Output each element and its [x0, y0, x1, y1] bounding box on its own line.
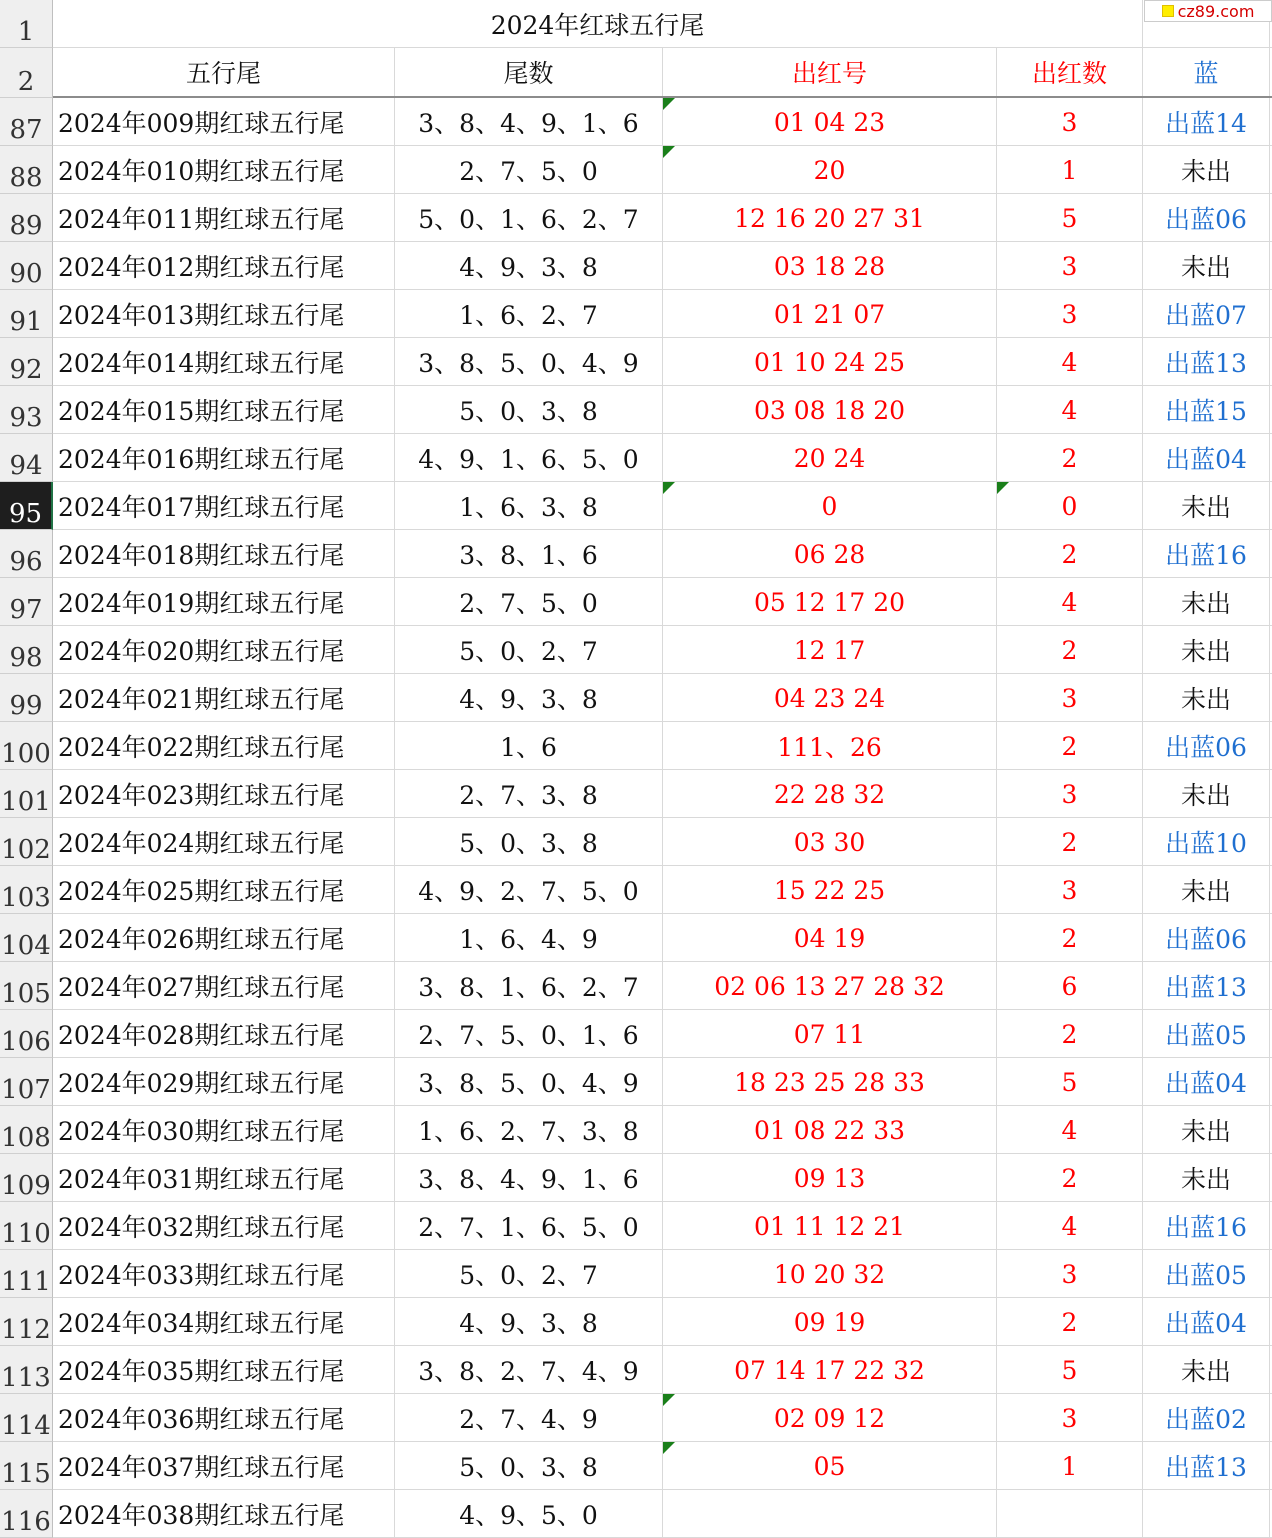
- cell-red-numbers[interactable]: 20: [663, 146, 997, 194]
- row-header[interactable]: 103: [0, 866, 53, 914]
- cell-blue-ball[interactable]: 出蓝10: [1143, 818, 1270, 866]
- cell-tail-digits[interactable]: 4、9、3、8: [395, 1298, 663, 1346]
- table-row: [0, 1490, 1272, 1538]
- row-header[interactable]: 114: [0, 1394, 53, 1442]
- table-row: [0, 674, 1272, 722]
- cell-tail-digits[interactable]: 2、7、3、8: [395, 770, 663, 818]
- cell-red-numbers[interactable]: 01 04 23: [663, 98, 997, 146]
- header-col-e[interactable]: 蓝: [1143, 48, 1270, 96]
- cell-issue-label[interactable]: 2024年022期红球五行尾: [53, 722, 395, 770]
- cell-red-numbers[interactable]: 04 23 24: [663, 674, 997, 722]
- cell-red-count[interactable]: 2: [997, 530, 1143, 578]
- cell-red-numbers[interactable]: 111、26: [663, 722, 997, 770]
- cell-red-count[interactable]: 4: [997, 1106, 1143, 1154]
- sheet-title[interactable]: 2024年红球五行尾: [53, 0, 1143, 48]
- cell-red-count[interactable]: 5: [997, 1346, 1143, 1394]
- row-header[interactable]: 90: [0, 242, 53, 290]
- cell-blue-ball[interactable]: 未出: [1143, 1106, 1270, 1154]
- cell-blue-ball[interactable]: 出蓝14: [1143, 98, 1270, 146]
- table-row: [0, 1250, 1272, 1298]
- cell-red-count[interactable]: 3: [997, 770, 1143, 818]
- row-header[interactable]: 88: [0, 146, 53, 194]
- table-row: [0, 578, 1272, 626]
- cell-red-numbers[interactable]: 07 11: [663, 1010, 997, 1058]
- cell-tail-digits[interactable]: 5、0、3、8: [395, 818, 663, 866]
- cell-red-numbers[interactable]: 03 30: [663, 818, 997, 866]
- cell-red-count[interactable]: 4: [997, 338, 1143, 386]
- table-row: [0, 386, 1272, 434]
- header-col-b[interactable]: 尾数: [395, 48, 663, 96]
- cell-blue-ball[interactable]: [1143, 1490, 1270, 1538]
- table-row: [0, 1346, 1272, 1394]
- cell-red-numbers[interactable]: 06 28: [663, 530, 997, 578]
- cell-red-count[interactable]: 3: [997, 242, 1143, 290]
- cell-red-count[interactable]: 3: [997, 98, 1143, 146]
- row-header[interactable]: 105: [0, 962, 53, 1010]
- cell-issue-label[interactable]: 2024年034期红球五行尾: [53, 1298, 395, 1346]
- cell-tail-digits[interactable]: 2、7、4、9: [395, 1394, 663, 1442]
- cell-tail-digits[interactable]: 1、6、2、7、3、8: [395, 1106, 663, 1154]
- table-row: [0, 146, 1272, 194]
- cell-issue-label[interactable]: 2024年021期红球五行尾: [53, 674, 395, 722]
- row-header[interactable]: 89: [0, 194, 53, 242]
- cell-issue-label[interactable]: 2024年027期红球五行尾: [53, 962, 395, 1010]
- cell-issue-label[interactable]: 2024年023期红球五行尾: [53, 770, 395, 818]
- cell-issue-label[interactable]: 2024年017期红球五行尾: [53, 482, 395, 530]
- cell-blue-ball[interactable]: 出蓝16: [1143, 1202, 1270, 1250]
- cell-red-numbers[interactable]: 04 19: [663, 914, 997, 962]
- row-header[interactable]: 100: [0, 722, 53, 770]
- cell-issue-label[interactable]: 2024年032期红球五行尾: [53, 1202, 395, 1250]
- logo-square-icon: [1162, 5, 1174, 17]
- site-logo: [1144, 0, 1272, 22]
- row-header[interactable]: 104: [0, 914, 53, 962]
- cell-blue-ball[interactable]: 未出: [1143, 770, 1270, 818]
- cell-red-count[interactable]: 2: [997, 1010, 1143, 1058]
- row-header[interactable]: 112: [0, 1298, 53, 1346]
- cell-red-numbers[interactable]: 18 23 25 28 33: [663, 1058, 997, 1106]
- cell-tail-digits[interactable]: 2、7、5、0: [395, 578, 663, 626]
- cell-tail-digits[interactable]: 5、0、3、8: [395, 1442, 663, 1490]
- row-header[interactable]: 97: [0, 578, 53, 626]
- cell-red-numbers[interactable]: 20 24: [663, 434, 997, 482]
- table-row: [0, 530, 1272, 578]
- row-header[interactable]: 110: [0, 1202, 53, 1250]
- cell-blue-ball[interactable]: 出蓝02: [1143, 1394, 1270, 1442]
- table-row: [0, 818, 1272, 866]
- cell-blue-ball[interactable]: 未出: [1143, 578, 1270, 626]
- table-row: [0, 290, 1272, 338]
- header-col-d[interactable]: 出红数: [997, 48, 1143, 96]
- row-header[interactable]: 106: [0, 1010, 53, 1058]
- row-header[interactable]: 115: [0, 1442, 53, 1490]
- cell-red-numbers[interactable]: 05 12 17 20: [663, 578, 997, 626]
- cell-red-count[interactable]: 2: [997, 434, 1143, 482]
- cell-tail-digits[interactable]: 4、9、2、7、5、0: [395, 866, 663, 914]
- table-row: [0, 194, 1272, 242]
- table-row: [0, 98, 1272, 146]
- table-row: [0, 914, 1272, 962]
- cell-issue-label[interactable]: 2024年033期红球五行尾: [53, 1250, 395, 1298]
- cell-issue-label[interactable]: 2024年025期红球五行尾: [53, 866, 395, 914]
- cell-red-count[interactable]: 3: [997, 1250, 1143, 1298]
- cell-red-count[interactable]: 3: [997, 866, 1143, 914]
- table-row: [0, 866, 1272, 914]
- cell-red-numbers[interactable]: 03 18 28: [663, 242, 997, 290]
- cell-issue-label[interactable]: 2024年024期红球五行尾: [53, 818, 395, 866]
- cell-red-numbers[interactable]: 12 16 20 27 31: [663, 194, 997, 242]
- cell-red-count[interactable]: 2: [997, 1298, 1143, 1346]
- cell-issue-label[interactable]: 2024年009期红球五行尾: [53, 98, 395, 146]
- comment-marker-icon: [663, 1394, 675, 1406]
- row-header[interactable]: 96: [0, 530, 53, 578]
- table-row: [0, 962, 1272, 1010]
- cell-issue-label[interactable]: 2024年038期红球五行尾: [53, 1490, 395, 1538]
- table-row: [0, 338, 1272, 386]
- comment-marker-icon: [663, 98, 675, 110]
- cell-issue-label[interactable]: 2024年030期红球五行尾: [53, 1106, 395, 1154]
- row-header[interactable]: 1: [0, 0, 53, 48]
- table-row: [0, 482, 1272, 530]
- cell-red-numbers[interactable]: 15 22 25: [663, 866, 997, 914]
- cell-red-numbers[interactable]: [663, 1490, 997, 1538]
- cell-blue-ball[interactable]: 未出: [1143, 242, 1270, 290]
- row-header[interactable]: 101: [0, 770, 53, 818]
- cell-tail-digits[interactable]: 1、6、3、8: [395, 482, 663, 530]
- cell-red-count[interactable]: 4: [997, 578, 1143, 626]
- cell-red-count[interactable]: 3: [997, 1394, 1143, 1442]
- cell-issue-label[interactable]: 2024年028期红球五行尾: [53, 1010, 395, 1058]
- cell-red-numbers[interactable]: 02 09 12: [663, 1394, 997, 1442]
- cell-blue-ball[interactable]: 出蓝06: [1143, 722, 1270, 770]
- table-row: [0, 1058, 1272, 1106]
- cell-issue-label[interactable]: 2024年010期红球五行尾: [53, 146, 395, 194]
- cell-issue-label[interactable]: 2024年031期红球五行尾: [53, 1154, 395, 1202]
- comment-marker-icon: [663, 482, 675, 494]
- cell-tail-digits[interactable]: 1、6、2、7: [395, 290, 663, 338]
- header-col-a[interactable]: 五行尾: [53, 48, 395, 96]
- cell-red-count[interactable]: 4: [997, 386, 1143, 434]
- cell-blue-ball[interactable]: 出蓝15: [1143, 386, 1270, 434]
- table-row: [0, 1154, 1272, 1202]
- cell-tail-digits[interactable]: 3、8、4、9、1、6: [395, 98, 663, 146]
- cell-blue-ball[interactable]: 未出: [1143, 482, 1270, 530]
- cell-issue-label[interactable]: 2024年018期红球五行尾: [53, 530, 395, 578]
- cell-tail-digits[interactable]: 4、9、5、0: [395, 1490, 663, 1538]
- cell-issue-label[interactable]: 2024年011期红球五行尾: [53, 194, 395, 242]
- cell-red-numbers[interactable]: 07 14 17 22 32: [663, 1346, 997, 1394]
- cell-blue-ball[interactable]: 出蓝04: [1143, 1058, 1270, 1106]
- row-header[interactable]: 107: [0, 1058, 53, 1106]
- cell-tail-digits[interactable]: 2、7、5、0、1、6: [395, 1010, 663, 1058]
- cell-issue-label[interactable]: 2024年012期红球五行尾: [53, 242, 395, 290]
- cell-red-numbers[interactable]: 01 11 12 21: [663, 1202, 997, 1250]
- cell-tail-digits[interactable]: 3、8、2、7、4、9: [395, 1346, 663, 1394]
- cell-red-numbers[interactable]: 03 08 18 20: [663, 386, 997, 434]
- cell-red-count[interactable]: 1: [997, 146, 1143, 194]
- logo-text: cz89.com: [1177, 1, 1255, 21]
- cell-red-numbers[interactable]: 01 10 24 25: [663, 338, 997, 386]
- cell-blue-ball[interactable]: 未出: [1143, 866, 1270, 914]
- cell-red-numbers[interactable]: 09 13: [663, 1154, 997, 1202]
- cell-tail-digits[interactable]: 3、8、5、0、4、9: [395, 338, 663, 386]
- cell-blue-ball[interactable]: 未出: [1143, 146, 1270, 194]
- cell-tail-digits[interactable]: 4、9、3、8: [395, 674, 663, 722]
- cell-tail-digits[interactable]: 3、8、1、6: [395, 530, 663, 578]
- cell-tail-digits[interactable]: 4、9、1、6、5、0: [395, 434, 663, 482]
- cell-red-count[interactable]: 5: [997, 1058, 1143, 1106]
- cell-tail-digits[interactable]: 5、0、2、7: [395, 626, 663, 674]
- row-header[interactable]: 92: [0, 338, 53, 386]
- cell-tail-digits[interactable]: 3、8、5、0、4、9: [395, 1058, 663, 1106]
- cell-blue-ball[interactable]: 出蓝07: [1143, 290, 1270, 338]
- header-col-c[interactable]: 出红号: [663, 48, 997, 96]
- row-header[interactable]: 93: [0, 386, 53, 434]
- cell-issue-label[interactable]: 2024年019期红球五行尾: [53, 578, 395, 626]
- row-header[interactable]: 109: [0, 1154, 53, 1202]
- cell-tail-digits[interactable]: 1、6、4、9: [395, 914, 663, 962]
- cell-red-count[interactable]: 2: [997, 914, 1143, 962]
- table-row: [0, 626, 1272, 674]
- cell-red-numbers[interactable]: 22 28 32: [663, 770, 997, 818]
- comment-marker-icon: [663, 1442, 675, 1454]
- row-header[interactable]: 108: [0, 1106, 53, 1154]
- cell-blue-ball[interactable]: 出蓝16: [1143, 530, 1270, 578]
- cell-tail-digits[interactable]: 5、0、2、7: [395, 1250, 663, 1298]
- row-header[interactable]: 95: [0, 482, 53, 530]
- cell-blue-ball[interactable]: 出蓝13: [1143, 1442, 1270, 1490]
- cell-tail-digits[interactable]: 5、0、1、6、2、7: [395, 194, 663, 242]
- cell-red-numbers[interactable]: 12 17: [663, 626, 997, 674]
- table-row: [0, 1394, 1272, 1442]
- cell-red-count[interactable]: 0: [997, 482, 1143, 530]
- cell-red-numbers[interactable]: 09 19: [663, 1298, 997, 1346]
- cell-blue-ball[interactable]: 未出: [1143, 674, 1270, 722]
- cell-red-numbers[interactable]: 0: [663, 482, 997, 530]
- row-header[interactable]: 102: [0, 818, 53, 866]
- table-row: [0, 242, 1272, 290]
- cell-red-count[interactable]: 4: [997, 1202, 1143, 1250]
- cell-blue-ball[interactable]: 出蓝13: [1143, 962, 1270, 1010]
- cell-issue-label[interactable]: 2024年036期红球五行尾: [53, 1394, 395, 1442]
- cell-red-count[interactable]: 1: [997, 1442, 1143, 1490]
- cell-blue-ball[interactable]: 出蓝04: [1143, 434, 1270, 482]
- row-header[interactable]: 98: [0, 626, 53, 674]
- cell-blue-ball[interactable]: 出蓝04: [1143, 1298, 1270, 1346]
- cell-blue-ball[interactable]: 未出: [1143, 1154, 1270, 1202]
- cell-issue-label[interactable]: 2024年015期红球五行尾: [53, 386, 395, 434]
- cell-issue-label[interactable]: 2024年016期红球五行尾: [53, 434, 395, 482]
- row-header[interactable]: 99: [0, 674, 53, 722]
- cell-tail-digits[interactable]: 4、9、3、8: [395, 242, 663, 290]
- cell-red-count[interactable]: 3: [997, 674, 1143, 722]
- table-row: [0, 1442, 1272, 1490]
- row-header[interactable]: 87: [0, 98, 53, 146]
- row-header[interactable]: 111: [0, 1250, 53, 1298]
- row-header[interactable]: 91: [0, 290, 53, 338]
- cell-blue-ball[interactable]: 出蓝13: [1143, 338, 1270, 386]
- cell-tail-digits[interactable]: 5、0、3、8: [395, 386, 663, 434]
- cell-issue-label[interactable]: 2024年020期红球五行尾: [53, 626, 395, 674]
- row-header[interactable]: 2: [0, 48, 53, 98]
- cell-red-count[interactable]: 2: [997, 1154, 1143, 1202]
- table-row: [0, 1010, 1272, 1058]
- table-row: [0, 1106, 1272, 1154]
- cell-tail-digits[interactable]: 2、7、5、0: [395, 146, 663, 194]
- table-row: [0, 722, 1272, 770]
- cell-tail-digits[interactable]: 2、7、1、6、5、0: [395, 1202, 663, 1250]
- row-header[interactable]: 113: [0, 1346, 53, 1394]
- header-row: [0, 48, 1272, 98]
- table-row: [0, 770, 1272, 818]
- comment-marker-icon: [663, 146, 675, 158]
- row-header[interactable]: 94: [0, 434, 53, 482]
- cell-issue-label[interactable]: 2024年035期红球五行尾: [53, 1346, 395, 1394]
- cell-blue-ball[interactable]: 出蓝05: [1143, 1010, 1270, 1058]
- row-header[interactable]: 116: [0, 1490, 53, 1538]
- cell-red-numbers[interactable]: 10 20 32: [663, 1250, 997, 1298]
- cell-red-count[interactable]: 3: [997, 290, 1143, 338]
- table-row: [0, 1202, 1272, 1250]
- cell-tail-digits[interactable]: 3、8、4、9、1、6: [395, 1154, 663, 1202]
- cell-issue-label[interactable]: 2024年026期红球五行尾: [53, 914, 395, 962]
- cell-issue-label[interactable]: 2024年013期红球五行尾: [53, 290, 395, 338]
- cell-red-numbers[interactable]: 01 08 22 33: [663, 1106, 997, 1154]
- cell-issue-label[interactable]: 2024年029期红球五行尾: [53, 1058, 395, 1106]
- cell-tail-digits[interactable]: 3、8、1、6、2、7: [395, 962, 663, 1010]
- cell-red-count[interactable]: 6: [997, 962, 1143, 1010]
- cell-red-count[interactable]: 2: [997, 818, 1143, 866]
- cell-red-numbers[interactable]: 02 06 13 27 28 32: [663, 962, 997, 1010]
- table-row: [0, 434, 1272, 482]
- cell-red-count[interactable]: 5: [997, 194, 1143, 242]
- cell-red-count[interactable]: [997, 1490, 1143, 1538]
- table-row: [0, 1298, 1272, 1346]
- title-row: [0, 0, 1272, 48]
- comment-marker-icon: [997, 482, 1009, 494]
- cell-tail-digits[interactable]: 1、6: [395, 722, 663, 770]
- cell-issue-label[interactable]: 2024年014期红球五行尾: [53, 338, 395, 386]
- cell-blue-ball[interactable]: 出蓝06: [1143, 194, 1270, 242]
- cell-red-numbers[interactable]: 05: [663, 1442, 997, 1490]
- cell-blue-ball[interactable]: 未出: [1143, 626, 1270, 674]
- cell-red-count[interactable]: 2: [997, 626, 1143, 674]
- cell-red-numbers[interactable]: 01 21 07: [663, 290, 997, 338]
- cell-blue-ball[interactable]: 出蓝05: [1143, 1250, 1270, 1298]
- cell-blue-ball[interactable]: 未出: [1143, 1346, 1270, 1394]
- cell-red-count[interactable]: 2: [997, 722, 1143, 770]
- cell-issue-label[interactable]: 2024年037期红球五行尾: [53, 1442, 395, 1490]
- cell-blue-ball[interactable]: 出蓝06: [1143, 914, 1270, 962]
